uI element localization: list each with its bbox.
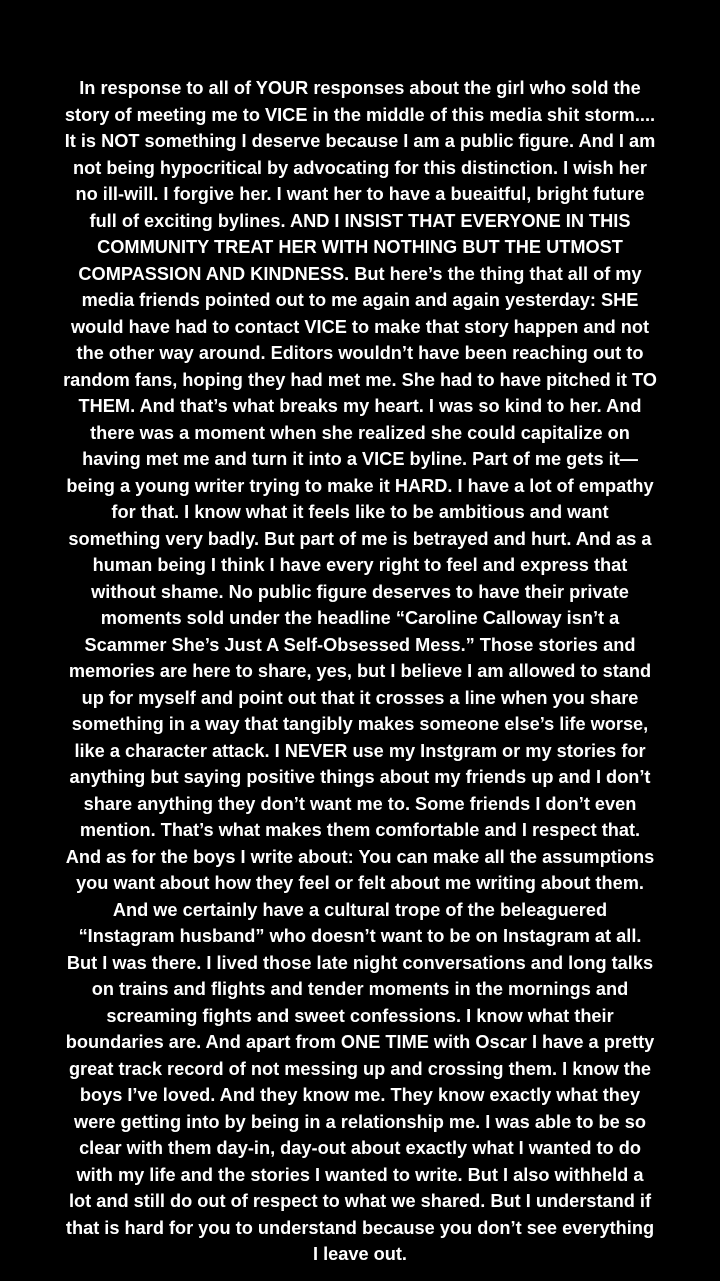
story-text-line: that is hard for you to understand because you don’t see everything [65, 1217, 655, 1238]
story-text-line: being a young writer trying to make it HARD. I have a lot of empathy [66, 475, 654, 496]
story-text-line: I leave out. [312, 1244, 407, 1264]
story-text-line: share anything they don’t want me to. Some friends I don’t even [83, 793, 637, 814]
story-text-line: random fans, hoping they had met me. She had to have pitched it TO [63, 369, 657, 390]
story-text-block [30, 75, 690, 1268]
story-text-line: story of meeting me to VICE in the middle of this media shit storm.... [64, 104, 656, 125]
story-text-line: there was a moment when she realized she could capitalize on [90, 422, 630, 443]
story-text-line: full of exciting bylines. AND I INSIST THAT EVERYONE IN THIS [89, 210, 631, 231]
story-text-line: screaming fights and sweet confessions. I know what their [106, 1005, 614, 1026]
story-text-line: COMMUNITY TREAT HER WITH NOTHING BUT THE UTMOST [97, 237, 623, 257]
story-text-line: human being I think I have every right to feel and express that [92, 555, 628, 575]
story-text-line: no ill-will. I forgive her. I want her to have a bueaitful, bright future [75, 184, 645, 204]
story-text-line: having met me and turn it into a VICE byline. Part of me gets it— [82, 449, 638, 469]
story-text-line: And as for the boys I write about: You can make all the assumptions [65, 846, 655, 867]
story-text-line: you want about how they feel or felt about me writing about them. [76, 873, 644, 893]
story-text-line: But I was there. I lived those late night conversations and long talks [66, 952, 654, 973]
story-text-line: boys I’ve loved. And they know me. They know exactly what they [79, 1085, 641, 1105]
story-text-line: something in a way that tangibly makes someone else’s life worse, [71, 714, 649, 734]
story-text-line: In response to all of YOUR responses about the girl who sold the [79, 78, 641, 98]
story-text-line: with my life and the stories I wanted to write. But I also withheld a [76, 1164, 644, 1185]
story-text-line: Scammer She’s Just A Self-Obsessed Mess.” Those stories and [84, 634, 636, 655]
story-text-line: the other way around. Editors wouldn’t have been reaching out to [76, 343, 644, 363]
story-text-line: mention. That’s what makes them comfortable and I respect that. [79, 820, 641, 840]
story-text-line: It is NOT something I deserve because I am a public figure. And I am [64, 131, 656, 151]
story-text-line: up for myself and point out that it crosses a line when you share [81, 687, 639, 708]
story-text-line: were getting into by being in a relationship me. I was able to be so [74, 1111, 646, 1132]
story-text-line: would have had to contact VICE to make that story happen and not [70, 316, 650, 337]
story-text-line: anything but saying positive things about my friends up and I don’t [69, 767, 651, 787]
story-text-line: like a character attack. I NEVER use my Instgram or my stories for [74, 740, 646, 761]
story-text-line: boundaries are. And apart from ONE TIME with Oscar I have a pretty [65, 1032, 655, 1052]
story-text-line: COMPASSION AND KINDNESS. But here’s the thing that all of my [78, 263, 642, 284]
story-text-line: “Instagram husband” who doesn’t want to be on Instagram at all. [78, 926, 642, 946]
story-text-line: something very badly. But part of me is betrayed and hurt. And as a [68, 528, 652, 549]
story-text-line: media friends pointed out to me again and again yesterday: SHE [81, 290, 639, 310]
story-text-line: moments sold under the headline “Caroline Calloway isn’t a [100, 608, 620, 628]
story-text-line: not being hypocritical by advocating for this distinction. I wish her [73, 157, 647, 178]
story-text-line: great track record of not messing up and crossing them. I know the [68, 1058, 652, 1079]
story-text-line: clear with them day-in, day-out about exactly what I wanted to do [79, 1138, 641, 1158]
story-text-line: for that. I know what it feels like to be ambitious and want [111, 502, 609, 522]
story-text-line: on trains and flights and tender moments in the mornings and [91, 979, 629, 999]
story-text-line: lot and still do out of respect to what we shared. But I understand if [68, 1191, 652, 1211]
story-text-line: memories are here to share, yes, but I believe I am allowed to stand [68, 661, 652, 681]
story-text-line: And we certainly have a cultural trope of the beleaguered [112, 899, 608, 920]
story-text-line: THEM. And that’s what breaks my heart. I was so kind to her. And [78, 396, 642, 416]
story-text-line: without shame. No public figure deserves to have their private [91, 581, 629, 602]
